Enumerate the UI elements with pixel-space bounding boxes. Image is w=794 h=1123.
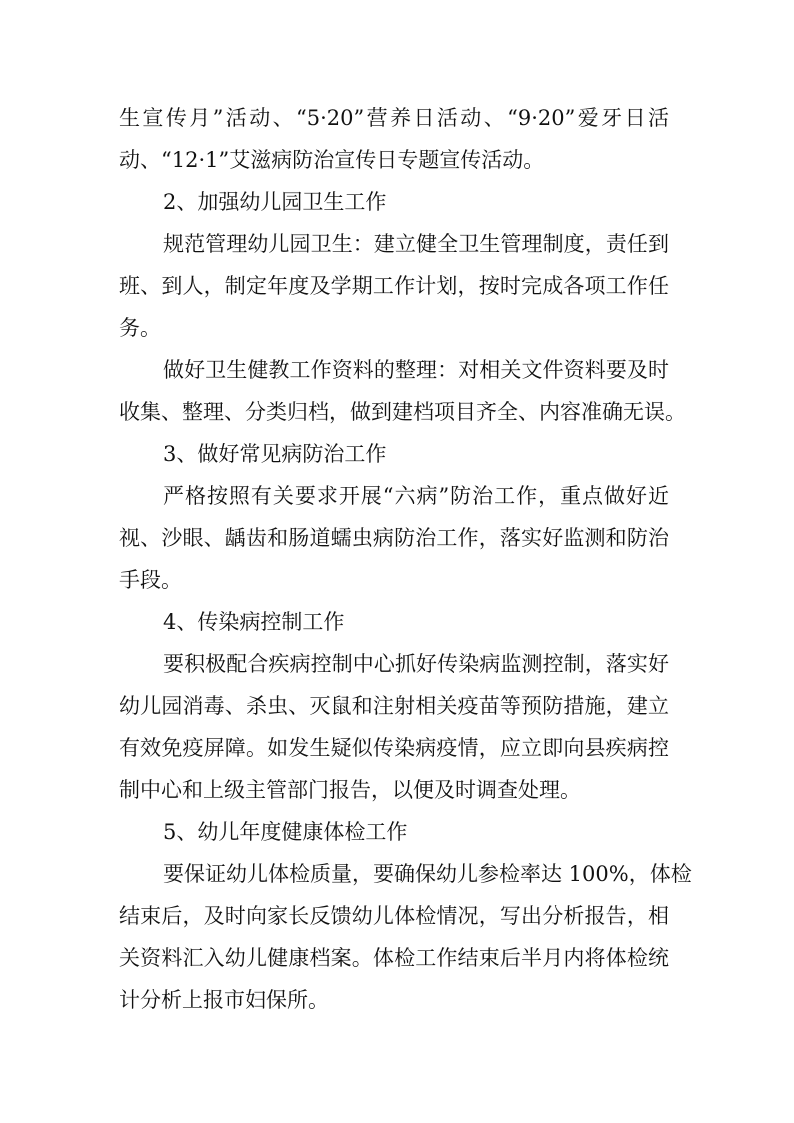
text-line bbox=[0, 893, 794, 939]
paragraph-text: 结束后，及时向家长反馈幼儿体检情况，写出分析报告，相 bbox=[119, 904, 669, 928]
text-line bbox=[0, 473, 794, 519]
paragraph-text: 视、沙眼、龋齿和肠道蠕虫病防治工作，落实好监测和防治 bbox=[119, 526, 669, 550]
text-line bbox=[0, 851, 794, 897]
paragraph-text: 收集、整理、分类归档，做到建档项目齐全、内容准确无误。 bbox=[119, 400, 686, 424]
section-heading-line bbox=[0, 431, 794, 477]
text-line bbox=[0, 221, 794, 267]
text-line bbox=[0, 557, 794, 603]
paragraph-text: 班、到人，制定年度及学期工作计划，按时完成各项工作任 bbox=[119, 274, 669, 298]
paragraph-text: 制中心和上级主管部门报告，以便及时调查处理。 bbox=[119, 778, 581, 802]
text-line bbox=[0, 683, 794, 729]
paragraph-text: 要积极配合疾病控制中心抓好传染病监测控制，落实好 bbox=[163, 652, 669, 676]
text-line bbox=[0, 725, 794, 771]
paragraph-text: 有效免疫屏障。如发生疑似传染病疫情，应立即向县疾病控 bbox=[119, 736, 669, 760]
paragraph-text: 手段。 bbox=[119, 568, 182, 592]
text-line bbox=[0, 263, 794, 309]
section-heading-line bbox=[0, 599, 794, 645]
text-line bbox=[0, 515, 794, 561]
text-line bbox=[0, 347, 794, 393]
text-line bbox=[0, 767, 794, 813]
paragraph-text: 幼儿园消毒、杀虫、灭鼠和注射相关疫苗等预防措施，建立 bbox=[119, 694, 669, 718]
text-line bbox=[0, 935, 794, 981]
text-line bbox=[0, 389, 794, 435]
paragraph-text: 严格按照有关要求开展“六病”防治工作，重点做好近 bbox=[163, 484, 669, 508]
paragraph-text: 务。 bbox=[119, 316, 161, 340]
paragraph-text: 生宣传月”活动、“5·20”营养日活动、“9·20”爱牙日活 bbox=[119, 106, 669, 130]
text-line bbox=[0, 977, 794, 1023]
paragraph-text: 要保证幼儿体检质量，要确保幼儿参检率达 100%，体检 bbox=[163, 862, 692, 886]
text-line bbox=[0, 95, 794, 141]
section-heading: 3、做好常见病防治工作 bbox=[163, 442, 387, 466]
paragraph-text: 动、“12·1”艾滋病防治宣传日专题宣传活动。 bbox=[119, 148, 545, 172]
paragraph-text: 做好卫生健教工作资料的整理：对相关文件资料要及时 bbox=[163, 358, 669, 382]
text-line bbox=[0, 641, 794, 687]
section-heading: 4、传染病控制工作 bbox=[163, 610, 345, 634]
section-heading-line bbox=[0, 809, 794, 855]
text-line bbox=[0, 137, 794, 183]
text-line bbox=[0, 305, 794, 351]
paragraph-text: 计分析上报市妇保所。 bbox=[119, 988, 329, 1012]
section-heading-line bbox=[0, 179, 794, 225]
paragraph-text: 规范管理幼儿园卫生：建立健全卫生管理制度，责任到 bbox=[163, 232, 669, 256]
paragraph-text: 关资料汇入幼儿健康档案。体检工作结束后半月内将体检统 bbox=[119, 946, 669, 970]
section-heading: 2、加强幼儿园卫生工作 bbox=[163, 190, 387, 214]
section-heading: 5、幼儿年度健康体检工作 bbox=[163, 820, 408, 844]
